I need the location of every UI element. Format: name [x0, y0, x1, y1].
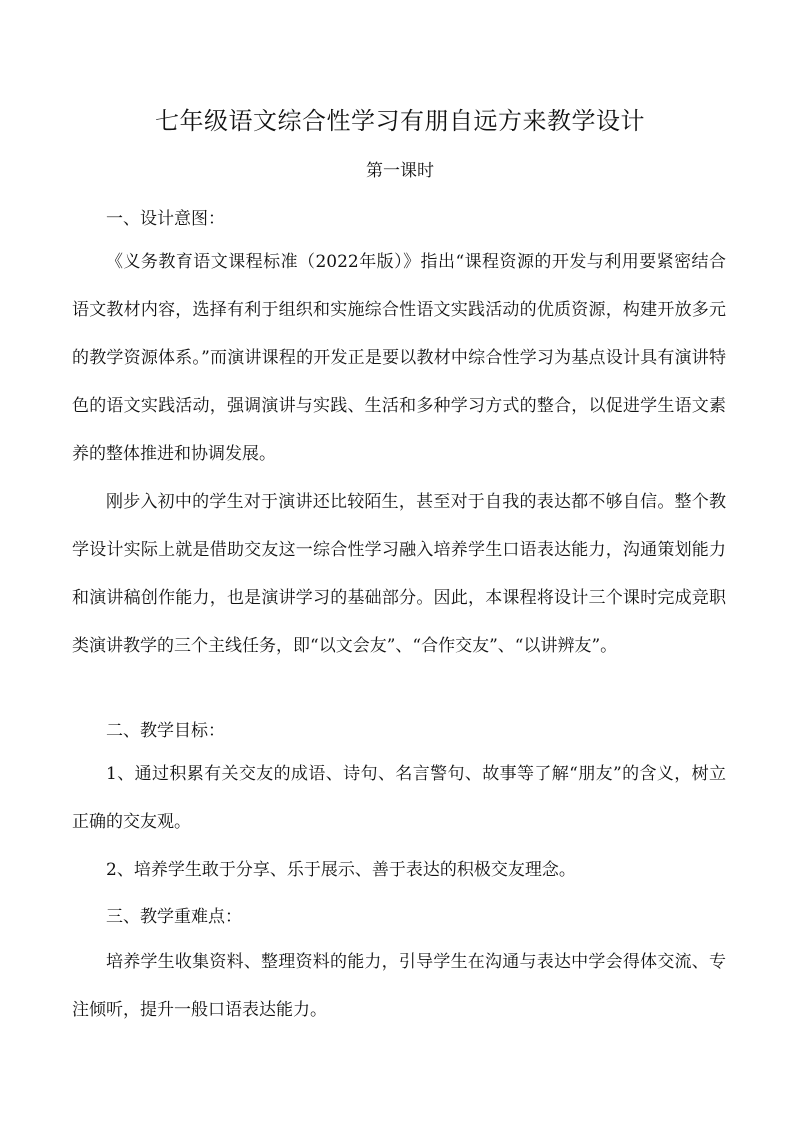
teaching-goal-1: 1、通过积累有关交友的成语、诗句、名言警句、故事等了解“朋友”的含义，树立正确的交友观。: [72, 764, 726, 832]
teaching-goal-2: 2、培养学生敢于分享、乐于展示、善于表达的积极交友理念。: [106, 860, 576, 880]
section-heading-teaching-goals: 二、教学目标：: [106, 721, 225, 741]
paragraph-student-background: 刚步入初中的学生对于演讲还比较陌生，甚至对于自我的表达都不够自信。整个教学设计实际上就是借助交友这一综合性学习融入培养学生口语表达能力，沟通策划能力和演讲稿创作能力，也是演讲学习的基础部分。因此，本课程将设计三个课时完成竞职类演讲教学的三个主线任务，即“以文会友”、“合作交友”、“以讲辨友”。: [72, 492, 726, 656]
section-heading-design-intent: 一、设计意图：: [106, 209, 225, 229]
lesson-subtitle: 第一课时: [366, 161, 434, 181]
document-title: 七年级语文综合性学习有朋自远方来教学设计: [155, 107, 645, 135]
section-heading-key-difficulties: 三、教学重难点：: [106, 907, 242, 927]
paragraph-curriculum-standard: 《义务教育语文课程标准（2022年版）》指出“课程资源的开发与利用要紧密结合语文教材内容，选择有利于组织和实施综合性语文实践活动的优质资源，构建开放多元的教学资源体系。”而演讲课程的开发正是要以教材中综合性学习为基点设计具有演讲特色的语文实践活动，强调演讲与实践、生活和多种学习方式的整合，以促进学生语文素养的整体推进和协调发展。: [72, 252, 726, 464]
paragraph-key-difficulties: 培养学生收集资料、整理资料的能力，引导学生在沟通与表达中学会得体交流、专注倾听，提升一般口语表达能力。: [72, 952, 726, 1020]
